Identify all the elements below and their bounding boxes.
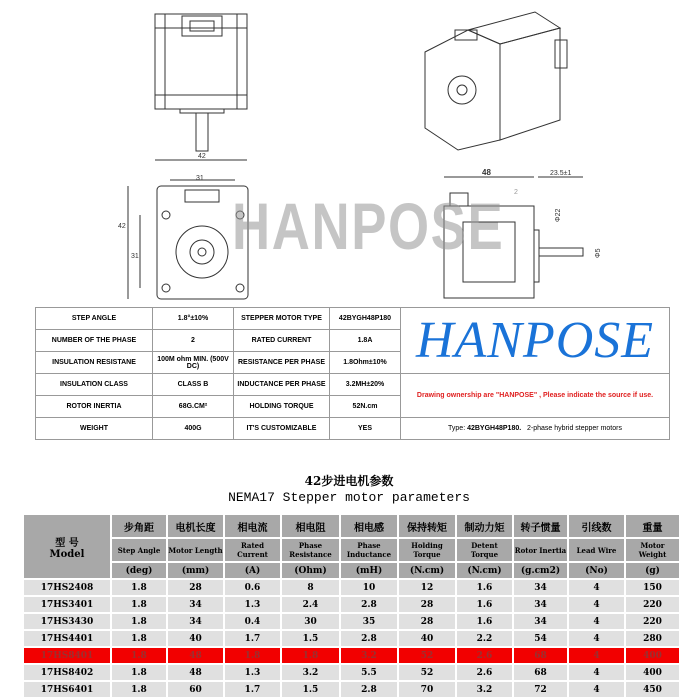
value-cell: 1.6 bbox=[457, 614, 512, 629]
dim-hole-spacing: 31 bbox=[196, 175, 204, 182]
value-cell: 28 bbox=[399, 597, 455, 612]
spec-row bbox=[36, 374, 670, 396]
spec-label: INSULATION RESISTANE bbox=[36, 352, 153, 374]
dim-width: 42 bbox=[198, 153, 206, 160]
value-cell: 4 bbox=[569, 682, 624, 697]
model-cell: 17HS2408 bbox=[24, 580, 110, 595]
value-cell: 28 bbox=[399, 614, 455, 629]
value-cell: 1.8 bbox=[282, 648, 339, 663]
spec-value: 3.2MH±20% bbox=[330, 374, 401, 396]
column-header-en: Phase Inductance bbox=[341, 539, 397, 561]
spec-label: RATED CURRENT bbox=[234, 330, 330, 352]
value-cell: 1.7 bbox=[225, 631, 280, 646]
column-header-en: Rated Current bbox=[225, 539, 280, 561]
value-cell: 1.8 bbox=[112, 597, 166, 612]
spec-value: 52N.cm bbox=[330, 396, 401, 418]
value-cell: 34 bbox=[514, 597, 567, 612]
value-cell: 1.8 bbox=[112, 580, 166, 595]
model-cell: 17HS6401 bbox=[24, 682, 110, 697]
column-unit: (Ohm) bbox=[282, 563, 339, 578]
spec-label: HOLDING TORQUE bbox=[234, 396, 330, 418]
spec-label: INDUCTANCE PER PHASE bbox=[234, 374, 330, 396]
logo-cell bbox=[401, 308, 670, 374]
value-cell: 1.6 bbox=[457, 597, 512, 612]
spec-value: YES bbox=[330, 418, 401, 440]
params-title-en: NEMA17 Stepper motor parameters bbox=[228, 490, 470, 505]
type-cell bbox=[401, 418, 670, 440]
spec-value: 1.8Ohm±10% bbox=[330, 352, 401, 374]
value-cell: 1.8 bbox=[112, 614, 166, 629]
column-unit: (A) bbox=[225, 563, 280, 578]
spec-value: 100M ohm MIN. (500V DC) bbox=[153, 352, 234, 374]
dim-boss-dia: Φ22 bbox=[555, 208, 562, 222]
value-cell: 2.8 bbox=[341, 597, 397, 612]
spec-value: 68G.CM² bbox=[153, 396, 234, 418]
value-cell: 4 bbox=[569, 597, 624, 612]
column-header-en: Motor Length bbox=[168, 539, 223, 561]
dim-length: 48 bbox=[482, 168, 491, 177]
value-cell: 4 bbox=[569, 631, 624, 646]
value-cell: 54 bbox=[514, 631, 567, 646]
value-cell: 48 bbox=[168, 665, 223, 680]
value-cell: 3.2 bbox=[341, 648, 397, 663]
type-desc: 2-phase hybrid stepper motors bbox=[527, 425, 622, 432]
value-cell: 60 bbox=[168, 682, 223, 697]
column-header-cn: 重量 bbox=[626, 515, 679, 537]
value-cell: 34 bbox=[514, 580, 567, 595]
motor-front-view bbox=[128, 180, 248, 299]
table-row bbox=[24, 597, 679, 612]
column-header-cn: 引线数 bbox=[569, 515, 624, 537]
value-cell: 2.8 bbox=[341, 682, 397, 697]
header-row-cn bbox=[24, 515, 679, 537]
motor-top-view bbox=[155, 14, 247, 151]
value-cell: 220 bbox=[626, 614, 679, 629]
value-cell: 68 bbox=[514, 648, 567, 663]
dim-height: 42 bbox=[118, 223, 126, 230]
value-cell: 4 bbox=[569, 580, 624, 595]
spec-value: 2 bbox=[153, 330, 234, 352]
header-row-en bbox=[24, 539, 679, 561]
value-cell: 30 bbox=[282, 614, 339, 629]
model-cell: 17HS4401 bbox=[24, 631, 110, 646]
value-cell: 220 bbox=[626, 597, 679, 612]
spec-label: STEP ANGLE bbox=[36, 308, 153, 330]
value-cell: 70 bbox=[399, 682, 455, 697]
column-unit: (deg) bbox=[112, 563, 166, 578]
column-header-en: Lead Wire bbox=[569, 539, 624, 561]
dim-shaft-length: 23.5±1 bbox=[550, 170, 572, 177]
ownership-notice: Drawing ownership are "HANPOSE" , Please indicate the source if use. bbox=[401, 374, 670, 418]
value-cell: 1.7 bbox=[225, 682, 280, 697]
value-cell: 1.6 bbox=[457, 580, 512, 595]
spec-value: 1.8°±10% bbox=[153, 308, 234, 330]
value-cell: 40 bbox=[168, 631, 223, 646]
value-cell: 1.8 bbox=[112, 665, 166, 680]
spec-value: 42BYGH48P180 bbox=[330, 308, 401, 330]
column-unit: (mm) bbox=[168, 563, 223, 578]
column-header-cn: 相电阻 bbox=[282, 515, 339, 537]
spec-row bbox=[36, 308, 670, 330]
dim-shaft-dia: Φ5 bbox=[595, 248, 602, 258]
header-row-units bbox=[24, 563, 679, 578]
value-cell: 2.6 bbox=[457, 648, 512, 663]
value-cell: 280 bbox=[626, 631, 679, 646]
hanpose-logo: HANPOSE bbox=[415, 312, 655, 369]
column-unit: (mH) bbox=[341, 563, 397, 578]
spec-table bbox=[35, 307, 670, 440]
column-unit: (No) bbox=[569, 563, 624, 578]
column-header-cn: 保持转矩 bbox=[399, 515, 455, 537]
table-row bbox=[24, 614, 679, 629]
column-unit: (g) bbox=[626, 563, 679, 578]
value-cell: 8 bbox=[282, 580, 339, 595]
column-unit: (N.cm) bbox=[399, 563, 455, 578]
value-cell: 72 bbox=[514, 682, 567, 697]
dim-boss-height: 2 bbox=[514, 189, 518, 196]
spec-value: CLASS B bbox=[153, 374, 234, 396]
motor-isometric-view bbox=[425, 12, 567, 150]
column-header-en: Motor Weight bbox=[626, 539, 679, 561]
table-row bbox=[24, 682, 679, 697]
spec-label: STEPPER MOTOR TYPE bbox=[234, 308, 330, 330]
model-cell: 17HS3401 bbox=[24, 597, 110, 612]
value-cell: 2.4 bbox=[282, 597, 339, 612]
value-cell: 1.3 bbox=[225, 665, 280, 680]
value-cell: 1.3 bbox=[225, 597, 280, 612]
value-cell: 1.8 bbox=[225, 648, 280, 663]
value-cell: 400 bbox=[626, 648, 679, 663]
value-cell: 0.6 bbox=[225, 580, 280, 595]
value-cell: 4 bbox=[569, 648, 624, 663]
spec-label: ROTOR INERTIA bbox=[36, 396, 153, 418]
column-header-cn: 相电流 bbox=[225, 515, 280, 537]
column-header-en: Step Angle bbox=[112, 539, 166, 561]
value-cell: 12 bbox=[399, 580, 455, 595]
value-cell: 0.4 bbox=[225, 614, 280, 629]
model-cell: 17HS8401 bbox=[24, 648, 110, 663]
params-title-cn: 42步进电机参数 bbox=[304, 474, 394, 488]
value-cell: 400 bbox=[626, 665, 679, 680]
value-cell: 2.8 bbox=[341, 631, 397, 646]
table-row bbox=[24, 580, 679, 595]
model-cell: 17HS8402 bbox=[24, 665, 110, 680]
spec-value: 400G bbox=[153, 418, 234, 440]
value-cell: 2.6 bbox=[457, 665, 512, 680]
value-cell: 1.5 bbox=[282, 682, 339, 697]
spec-label: NUMBER OF THE PHASE bbox=[36, 330, 153, 352]
column-header-cn: 转子惯量 bbox=[514, 515, 567, 537]
value-cell: 52 bbox=[399, 665, 455, 680]
spec-value: 1.8A bbox=[330, 330, 401, 352]
value-cell: 48 bbox=[168, 648, 223, 663]
model-header-en: Model bbox=[49, 548, 85, 560]
value-cell: 68 bbox=[514, 665, 567, 680]
column-unit: (N.cm) bbox=[457, 563, 512, 578]
column-header-en: Holding Torque bbox=[399, 539, 455, 561]
column-header-cn: 电机长度 bbox=[168, 515, 223, 537]
value-cell: 1.8 bbox=[112, 648, 166, 663]
table-row bbox=[24, 665, 679, 680]
value-cell: 150 bbox=[626, 580, 679, 595]
spec-label: WEIGHT bbox=[36, 418, 153, 440]
column-header-cn: 相电感 bbox=[341, 515, 397, 537]
value-cell: 3.2 bbox=[282, 665, 339, 680]
watermark: HANPOSE bbox=[232, 189, 505, 263]
spec-row bbox=[36, 418, 670, 440]
column-unit: (g.cm2) bbox=[514, 563, 567, 578]
column-header-en: Rotor Inertia bbox=[514, 539, 567, 561]
value-cell: 35 bbox=[341, 614, 397, 629]
value-cell: 34 bbox=[168, 614, 223, 629]
model-header bbox=[24, 515, 110, 578]
value-cell: 450 bbox=[626, 682, 679, 697]
value-cell: 10 bbox=[341, 580, 397, 595]
value-cell: 40 bbox=[399, 631, 455, 646]
table-row-highlighted bbox=[24, 648, 679, 663]
value-cell: 34 bbox=[168, 597, 223, 612]
value-cell: 3.2 bbox=[457, 682, 512, 697]
params-table bbox=[22, 513, 681, 698]
value-cell: 1.5 bbox=[282, 631, 339, 646]
value-cell: 5.5 bbox=[341, 665, 397, 680]
column-header-cn: 步角距 bbox=[112, 515, 166, 537]
value-cell: 28 bbox=[168, 580, 223, 595]
type-value: 42BYGH48P180. bbox=[467, 425, 522, 432]
value-cell: 1.8 bbox=[112, 631, 166, 646]
model-cell: 17HS3430 bbox=[24, 614, 110, 629]
column-header-en: Detent Torque bbox=[457, 539, 512, 561]
value-cell: 2.2 bbox=[457, 631, 512, 646]
spec-label: INSULATION CLASS bbox=[36, 374, 153, 396]
value-cell: 4 bbox=[569, 614, 624, 629]
spec-label: IT'S CUSTOMIZABLE bbox=[234, 418, 330, 440]
value-cell: 1.8 bbox=[112, 682, 166, 697]
value-cell: 34 bbox=[514, 614, 567, 629]
column-header-cn: 制动力矩 bbox=[457, 515, 512, 537]
dim-hole-spacing-v: 31 bbox=[131, 253, 139, 260]
value-cell: 4 bbox=[569, 665, 624, 680]
model-header-cn: 型 号 bbox=[55, 537, 79, 549]
column-header-en: Phase Resistance bbox=[282, 539, 339, 561]
type-label: Type: bbox=[448, 425, 466, 432]
value-cell: 52 bbox=[399, 648, 455, 663]
spec-label: RESISTANCE PER PHASE bbox=[234, 352, 330, 374]
table-row bbox=[24, 631, 679, 646]
